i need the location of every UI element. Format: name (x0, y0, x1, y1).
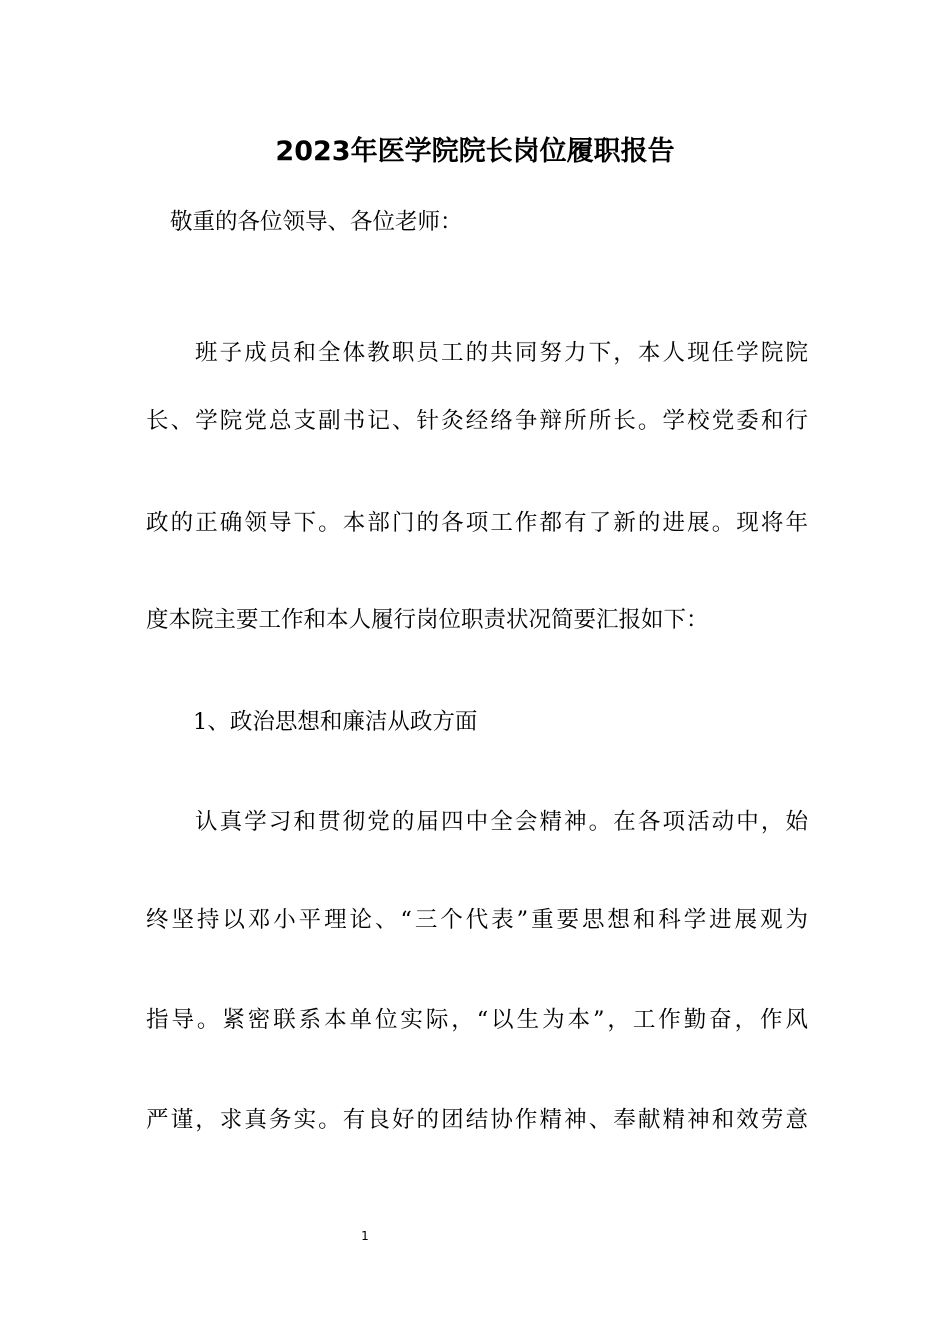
section-heading: 1、政治思想和廉洁从政方面 (193, 709, 478, 735)
paragraph-line: 指导。紧密联系本单位实际，“以生为本”，工作勤奋，作风 (146, 1007, 808, 1033)
paragraph-line: 认真学习和贯彻党的届四中全会精神。在各项活动中，始 (195, 809, 808, 835)
paragraph-line: 长、学院党总支副书记、针灸经络争辩所所长。学校党委和行 (146, 408, 808, 434)
page-number: 1 (361, 1229, 369, 1243)
document-title: 2023年医学院院长岗位履职报告 (275, 136, 675, 167)
paragraph-line: 班子成员和全体教职员工的共同努力下，本人现任学院院 (195, 340, 808, 366)
paragraph-line: 终坚持以邓小平理论、“三个代表”重要思想和科学进展观为 (146, 907, 808, 933)
paragraph-line: 政的正确领导下。本部门的各项工作都有了新的进展。现将年 (146, 510, 808, 536)
salutation: 敬重的各位领导、各位老师： (170, 209, 463, 235)
paragraph-line: 严谨，求真务实。有良好的团结协作精神、奉献精神和效劳意 (146, 1107, 808, 1133)
paragraph-line: 度本院主要工作和本人履行岗位职责状况简要汇报如下： (146, 607, 709, 633)
